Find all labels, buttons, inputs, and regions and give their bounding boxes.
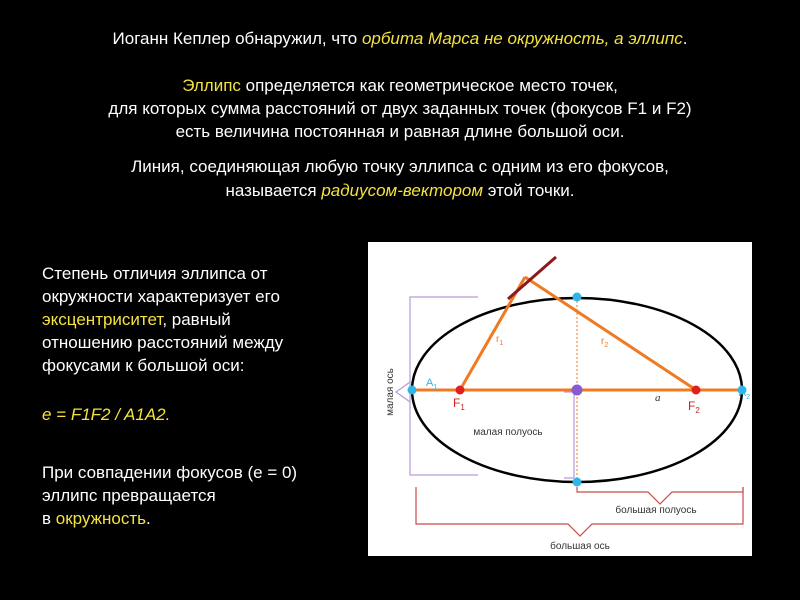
ellipse-diagram-svg xyxy=(368,242,752,556)
label-F2: $F_2$ xyxy=(688,399,700,415)
minor-axis-bracket-tip xyxy=(396,382,410,402)
minor-vertex-bottom xyxy=(573,478,582,487)
intro-period: . xyxy=(682,29,688,48)
focus-F1 xyxy=(456,386,465,395)
semi-minor-ticks xyxy=(564,392,574,478)
intro-text: Иоганн Кеплер обнаружил, что xyxy=(112,29,362,48)
circle-paragraph xyxy=(42,461,362,530)
definition-text-3: есть величина постоянная и равная длине большой оси. xyxy=(175,122,625,141)
circle-line-3a: в xyxy=(42,509,56,528)
ecc-line-3-rest: , равный xyxy=(162,310,231,329)
semi-major-bracket xyxy=(577,487,743,504)
radius-vector-term: радиусом-вектором xyxy=(321,181,484,200)
focus-F2 xyxy=(692,386,701,395)
ellipse-term: Эллипс xyxy=(182,76,241,95)
radius-text-2a: называется xyxy=(225,181,322,200)
ecc-line-2: окружности характеризует его xyxy=(42,287,280,306)
circle-term: окружность xyxy=(55,509,146,528)
definition-text-2: для которых сумма расстояний от двух заданных точек (фокусов F1 и F2) xyxy=(108,99,692,118)
minor-axis-label: малая ось xyxy=(385,368,396,416)
ecc-line-4: отношению расстояний между xyxy=(42,333,284,352)
minor-vertex-top xyxy=(573,293,582,302)
radius-line-2 xyxy=(0,180,800,202)
circle-line-2: эллипс превращается xyxy=(42,486,216,505)
eccentricity-paragraph xyxy=(42,262,362,377)
definition-line-3 xyxy=(0,121,800,143)
intro-line xyxy=(0,28,800,50)
ellipse-center xyxy=(572,385,583,396)
label-r1: $r_1$ xyxy=(496,334,504,347)
circle-line-3 xyxy=(42,507,362,530)
label-r2: $r_2$ xyxy=(601,336,609,349)
radius-vector-r2 xyxy=(525,277,696,390)
intro-highlight: орбита Марса не окружность, а эллипс xyxy=(361,29,683,48)
label-A1: $A_1$ xyxy=(426,377,438,391)
ecc-line-1: Степень отличия эллипса от xyxy=(42,264,268,283)
eccentricity-formula: e = F1F2 / A1A2. xyxy=(42,405,171,424)
minor-axis-bracket xyxy=(410,297,478,475)
definition-line-2 xyxy=(0,98,800,120)
radius-text-2c: этой точки. xyxy=(483,181,575,200)
label-F1: $F_1$ xyxy=(453,396,465,412)
circle-line-1: При совпадении фокусов (e = 0) xyxy=(42,463,298,482)
vertex-A1 xyxy=(408,386,417,395)
radius-line-1 xyxy=(0,156,800,178)
ecc-line-3 xyxy=(42,308,362,331)
definition-line-1 xyxy=(0,75,800,97)
label-A2: $A_2$ xyxy=(738,387,750,401)
label-a: a xyxy=(655,392,661,404)
ellipse-diagram xyxy=(368,242,752,556)
ecc-line-5: фокусами к большой оси: xyxy=(42,356,245,375)
eccentricity-term: эксцентриситет xyxy=(42,310,163,329)
semi-minor-label: малая полуось xyxy=(473,427,543,438)
definition-text-1: определяется как геометрическое место точек, xyxy=(240,76,618,95)
major-axis-label: большая ось xyxy=(550,541,610,552)
radius-text-1: Линия, соединяющая любую точку эллипса с одним из его фокусов, xyxy=(131,157,669,176)
circle-line-3c: . xyxy=(145,509,151,528)
semi-major-label: большая полуось xyxy=(615,505,697,516)
